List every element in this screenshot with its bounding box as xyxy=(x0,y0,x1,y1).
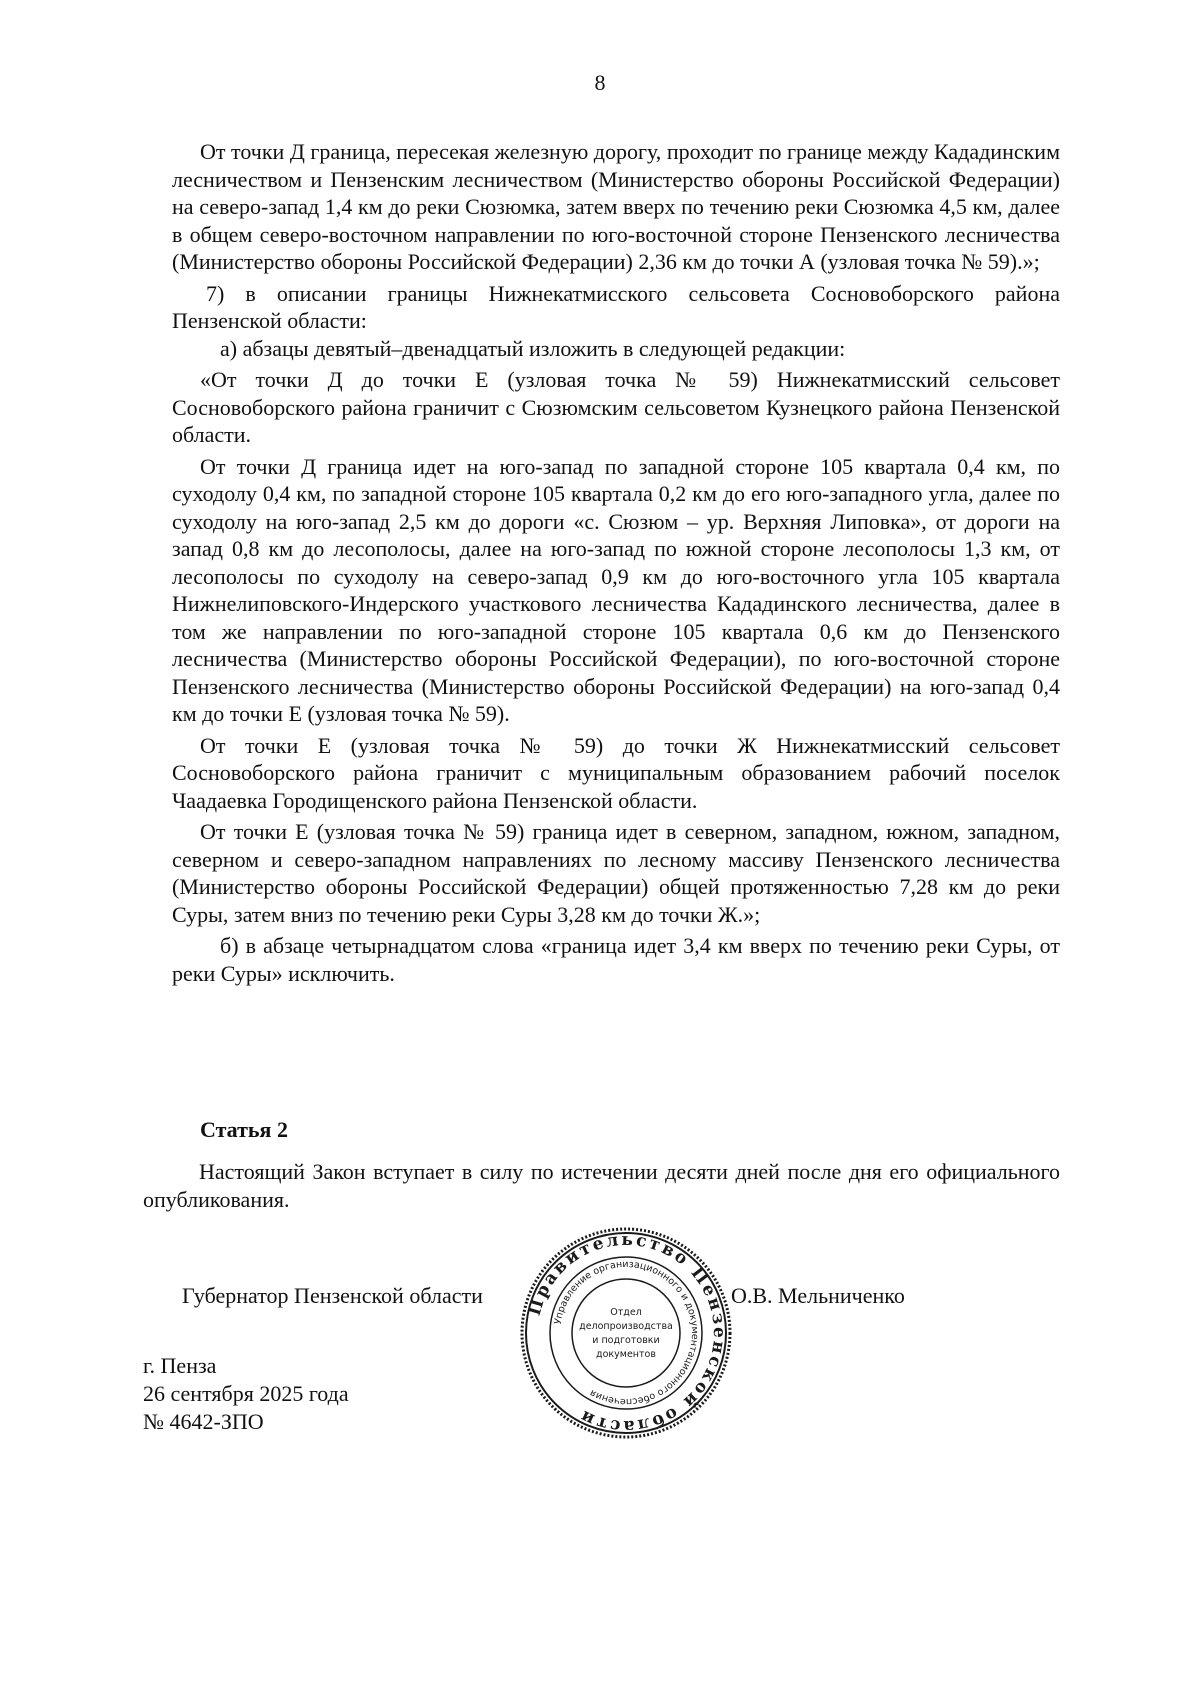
date: 26 сентября 2025 года xyxy=(143,1381,349,1406)
official-stamp xyxy=(518,1225,734,1441)
paragraph: б) в абзаце четырнадцатом слова «граница идет 3,4 км вверх по течению реки Суры, от реки Суры» исключить. xyxy=(172,933,1060,986)
paragraph: От точки Д граница идет на юго-запад по западной стороне 105 квартала 0,4 км, по суходолу 0,4 км, по западной стороне 105 квартала 0,2 км до его юго-западного угла, далее по суходолу на юго-запад 2,5 км до дороги «с. Сюзюм – ур. Верхняя Липовка», от дороги на запад 0,8 км до лесополосы, далее на юго-запад по южной стороне лесополосы 1,3 км, от лесополосы по суходолу на северо-запад 0,9 км до юго-восточного угла 105 квартала Нижнелиповского-Индерского участкового лесничества Кададинского лесничества, далее в том же направлении по юго-западной стороне 105 квартала 0,6 км до Пензенского лесничества (Министерство обороны Российской Федерации), по юго-восточной стороне Пензенского лесничества (Министерство обороны Российской Федерации) на юго-запад 0,4 км до точки Е (узловая точка № 59). xyxy=(172,453,1060,726)
place: г. Пенза xyxy=(143,1353,217,1378)
paragraph: От точки Е (узловая точка № 59) до точки Ж Нижнекатмисский сельсовет Сосновоборского района граничит с муниципальным образованием рабочий поселок Чаадаевка Городищенского района Пензенской области. xyxy=(172,732,1060,813)
article-heading: Статья 2 xyxy=(200,1117,288,1142)
svg-text:Правительство Пензенской облас: Правительство Пензенской области xyxy=(524,1229,730,1437)
paragraph: От точки Е (узловая точка № 59) граница идет в северном, западном, южном, западном, северном и северо-западном направлениях по лесному массиву Пензенского лесничества (Министерство обороны Российской Федерации) общей протяженностью 7,28 км до реки Суры, затем вниз по течению реки Суры 3,28 км до точки Ж.»; xyxy=(172,819,1060,927)
svg-text:и подготовки: и подготовки xyxy=(592,1335,660,1346)
paragraph: «От точки Д до точки Е (узловая точка № 59) Нижнекатмисский сельсовет Сосновоборского района граничит с Сюзюмским сельсоветом Кузнецкого района Пензенской области. xyxy=(172,367,1060,447)
svg-text:Отдел: Отдел xyxy=(610,1307,642,1318)
signatory-name: О.В. Мельниченко xyxy=(731,1283,905,1308)
svg-text:документов: документов xyxy=(596,1349,656,1360)
body-text xyxy=(172,138,1060,991)
article-text: Настоящий Закон вступает в силу по истечении десяти дней после дня его официального опубликования. xyxy=(143,1159,1060,1212)
page-number: 8 xyxy=(594,70,606,95)
law-number: № 4642-ЗПО xyxy=(143,1409,264,1434)
paragraph: а) абзацы девятый–двенадцатый изложить в следующей редакции: xyxy=(220,335,846,361)
svg-text:делопроизводства: делопроизводства xyxy=(579,1321,673,1332)
svg-text:Управление организационного и: Управление организационного и документационного обеспечения xyxy=(552,1258,701,1408)
paragraph: 7) в описании границы Нижнекатмисского сельсовета Сосновоборского района Пензенской области: xyxy=(172,280,1060,333)
paragraph: От точки Д граница, пересекая железную дорогу, проходит по границе между Кададинским лесничеством и Пензенским лесничеством (Министерство обороны Российской Федерации) на северо-запад 1,4 км до реки Сюзюмка, затем вверх по течению реки Сюзюмка 4,5 км, далее в общем северо-восточном направлении по юго-восточной стороне Пензенского лесничества (Министерство обороны Российской Федерации) 2,36 км до точки А (узловая точка № 59).»; xyxy=(172,139,1060,274)
signatory-title: Губернатор Пензенской области xyxy=(182,1283,483,1308)
